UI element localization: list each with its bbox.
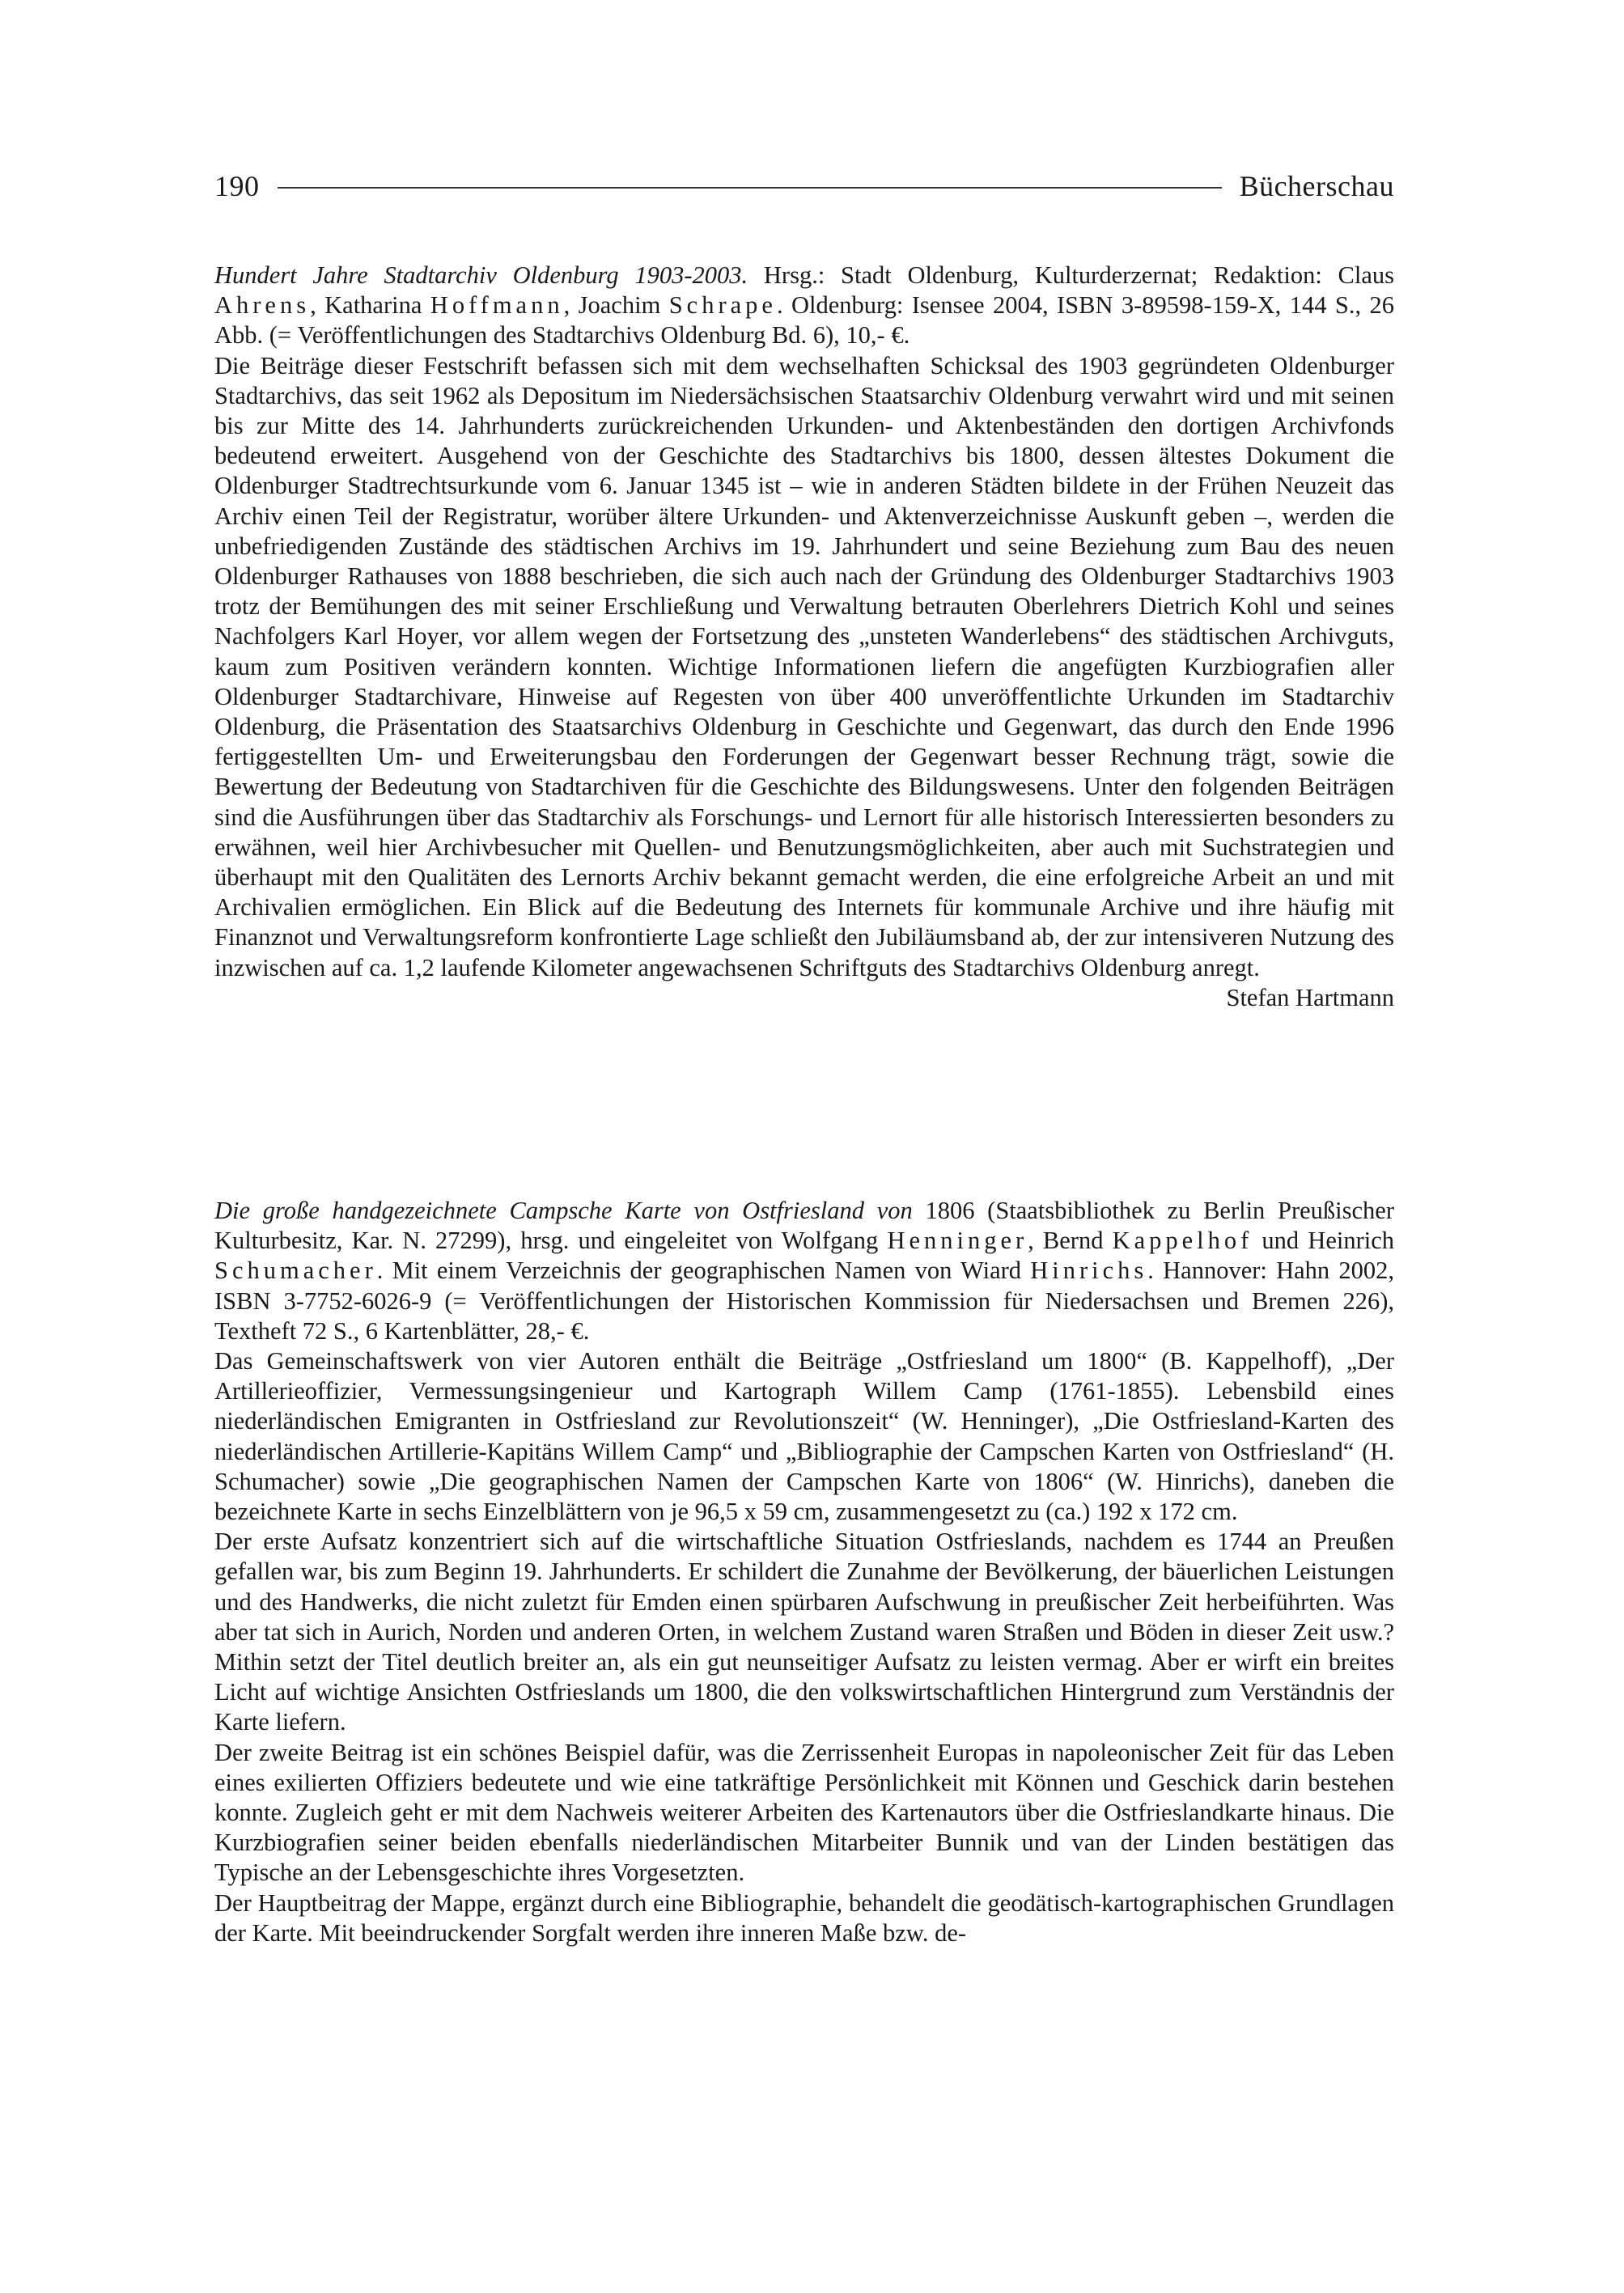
editor-name: Kappelhof xyxy=(1112,1227,1253,1255)
review-stadtarchiv-oldenburg xyxy=(214,261,1394,1013)
editor-name: Schrape xyxy=(668,291,777,320)
author-name: Hinrichs xyxy=(1030,1257,1148,1285)
bibliographic-entry: Die große handgezeichnete Campsche Karte von Ostfriesland von 1806 (Staatsbibliothek zu Berlin Preußischer Kulturbesitz, Kar. N. 27299), hrsg. und eingeleitet von Wolfgang Henninger, Bernd Kappelhof und Heinrich Schumacher. Mit einem Verzeichnis der geographischen Namen von Wiard Hinrichs. Hannover: Hahn 2002, ISBN 3-7752-6026-9 (= Veröffentlichungen der Historischen Kommission für Niedersachsen und Bremen 226), Textheft 72 S., 6 Kartenblätter, 28,- €. xyxy=(214,1197,1395,1345)
review-body: Die Beiträge dieser Festschrift befassen sich mit dem wechselhaften Schicksal des 1903 gegründeten Oldenburger Stadtarchivs, das seit 1962 als Depositum im Niedersächsischen Staatsarchiv Oldenburg verwahrt wird und mit seinen bis zur Mitte des 14. Jahrhunderts zurückreichenden Urkunden- und Aktenbeständen den dortigen Archivfonds bedeutend erweitert. Ausgehend von der Geschichte des Stadtarchivs bis 1800, dessen ältestes Dokument die Oldenburger Stadtrechtsurkunde vom 6. Januar 1345 ist – wie in anderen Städten bildete in der Frühen Neuzeit das Archiv einen Teil der Registratur, worüber ältere Urkunden- und Aktenverzeichnisse Auskunft geben –, werden die unbefriedigenden Zustände des städtischen Archivs im 19. Jahrhundert und seine Beziehung zum Bau des neuen Oldenburger Rathauses von 1888 beschrieben, die sich auch nach der Gründung des Oldenburger Stadtarchivs 1903 trotz der Bemühungen des mit seiner Erschließung und Verwaltung betrauten Oberlehrers Dietrich Kohl und seines Nachfolgers Karl Hoyer, vor allem wegen der Fortsetzung des „unsteten Wanderlebens“ des städtischen Archivguts, kaum zum Positiven verändern konnten. Wichtige Informationen liefern die angefügten Kurzbiografien aller Oldenburger Stadtarchivare, Hinweise auf Regesten von über 400 unveröffentlichte Urkunden im Stadtarchiv Oldenburg, die Präsentation des Staatsarchivs Oldenburg in Geschichte und Gegenwart, das durch den Ende 1996 fertiggestellten Um- und Erweiterungsbau den Forderungen der Gegenwart besser Rechnung trägt, sowie die Bewertung der Bedeutung von Stadtarchiven für die Geschichte des Bildungswesens. Unter den folgenden Beiträgen sind die Ausführungen über das Stadtarchiv als Forschungs- und Lernort für alle historisch Interessierten besonders zu erwähnen, weil hier Archivbesucher mit Quellen- und Benutzungsmöglichkeiten, aber auch mit Suchstrategien und überhaupt mit den Qualitäten des Lernorts Archiv bekannt gemacht werden, die eine erfolgreiche Arbeit an und mit Archivalien ermöglichen. Ein Blick auf die Bedeutung des Internets für kommunale Archive und ihre häufig mit Finanznot und Verwaltungsreform konfrontierte Lage schließt den Jubiläumsband ab, der zur intensiveren Nutzung des inzwischen auf ca. 1,2 laufende Kilometer angewachsenen Schriftguts des Stadtarchivs Oldenburg anregt. xyxy=(214,351,1394,981)
header-rule xyxy=(278,187,1222,189)
review-campsche-karte xyxy=(214,1196,1394,1948)
section-title: Bücherschau xyxy=(1239,170,1394,202)
editor-name: Schumacher xyxy=(214,1257,377,1285)
bibliographic-entry: Hundert Jahre Stadtarchiv Oldenburg 1903-2003. Hrsg.: Stadt Oldenburg, Kulturderzernat; Redaktion: Claus Ahrens, Katharina Hoffmann, Joachim Schrape. Oldenburg: Isensee 2004, ISBN 3-89598-159-X, 144 S., 26 Abb. (= Veröffentlichungen des Stadtarchivs Oldenburg Bd. 6), 10,- €. xyxy=(214,261,1394,350)
editor-name: Hoffmann xyxy=(430,291,564,320)
running-head xyxy=(214,166,1394,206)
reviewer-signature: Stefan Hartmann xyxy=(1226,983,1394,1011)
editor-name: Ahrens xyxy=(214,291,311,320)
book-title: Hundert Jahre Stadtarchiv Oldenburg 1903-2003. xyxy=(214,261,748,289)
book-title: Die große handgezeichnete Campsche Karte von Ostfriesland von xyxy=(214,1197,913,1224)
review-paragraph: Der Hauptbeitrag der Mappe, ergänzt durch eine Bibliographie, behandelt die geodätisch-kartographischen Grundlagen der Karte. Mit beeindruckender Sorgfalt werden ihre inneren Maße bzw. de- xyxy=(214,1888,1394,1947)
editor-name: Henninger xyxy=(887,1227,1028,1255)
page-number: 190 xyxy=(214,170,260,202)
review-paragraph: Der erste Aufsatz konzentriert sich auf die wirtschaftliche Situation Ostfrieslands, nachdem es 1744 an Preußen gefallen war, bis zum Beginn 19. Jahrhunderts. Er schildert die Zunahme der Bevölkerung, der bäuerlichen Leistungen und des Handwerks, die nicht zuletzt für Emden einen spürbaren Aufschwung in preußischer Zeit herbeiführten. Was aber tat sich in Aurich, Norden und anderen Orten, in welchem Zustand waren Straßen und Böden in dieser Zeit usw.? Mithin setzt der Titel deutlich breiter an, als ein gut neunseitiger Aufsatz zu leisten vermag. Aber er wirft ein breites Licht auf wichtige Ansichten Ostfrieslands um 1800, die den volkswirtschaftlichen Hintergrund zum Verständnis der Karte liefern. xyxy=(214,1528,1394,1736)
review-paragraph: Der zweite Beitrag ist ein schönes Beispiel dafür, was die Zerrissenheit Europas in napoleonischer Zeit für das Leben eines exilierten Offiziers bedeutete und wie eine tatkräftige Persönlichkeit mit Können und Geschick darin bestehen konnte. Zugleich geht er mit dem Nachweis weiterer Arbeiten des Kartenautors über die Ostfrieslandkarte hinaus. Die Kurzbiografien seiner beiden ebenfalls niederländischen Mitarbeiter Bunnik und van der Linden bestätigen das Typische an der Lebensgeschichte ihres Vorgesetzten. xyxy=(214,1738,1394,1887)
review-paragraph: Das Gemeinschaftswerk von vier Autoren enthält die Beiträge „Ostfriesland um 1800“ (B. Kappelhoff), „Der Artillerieoffizier, Vermessungsingenieur und Kartograph Willem Camp (1761-1855). Lebensbild eines niederländischen Emigranten in Ostfriesland zur Revolutionszeit“ (W. Henninger), „Die Ostfriesland-Karten des niederländischen Artillerie-Kapitäns Willem Camp“ und „Bibliographie der Campschen Karten von Ostfriesland“ (H. Schumacher) sowie „Die geographischen Namen der Campschen Karte von 1806“ (W. Hinrichs), daneben die bezeichnete Karte in sechs Einzelblättern von je 96,5 x 59 cm, zusammengesetzt zu (ca.) 192 x 172 cm. xyxy=(214,1347,1394,1526)
